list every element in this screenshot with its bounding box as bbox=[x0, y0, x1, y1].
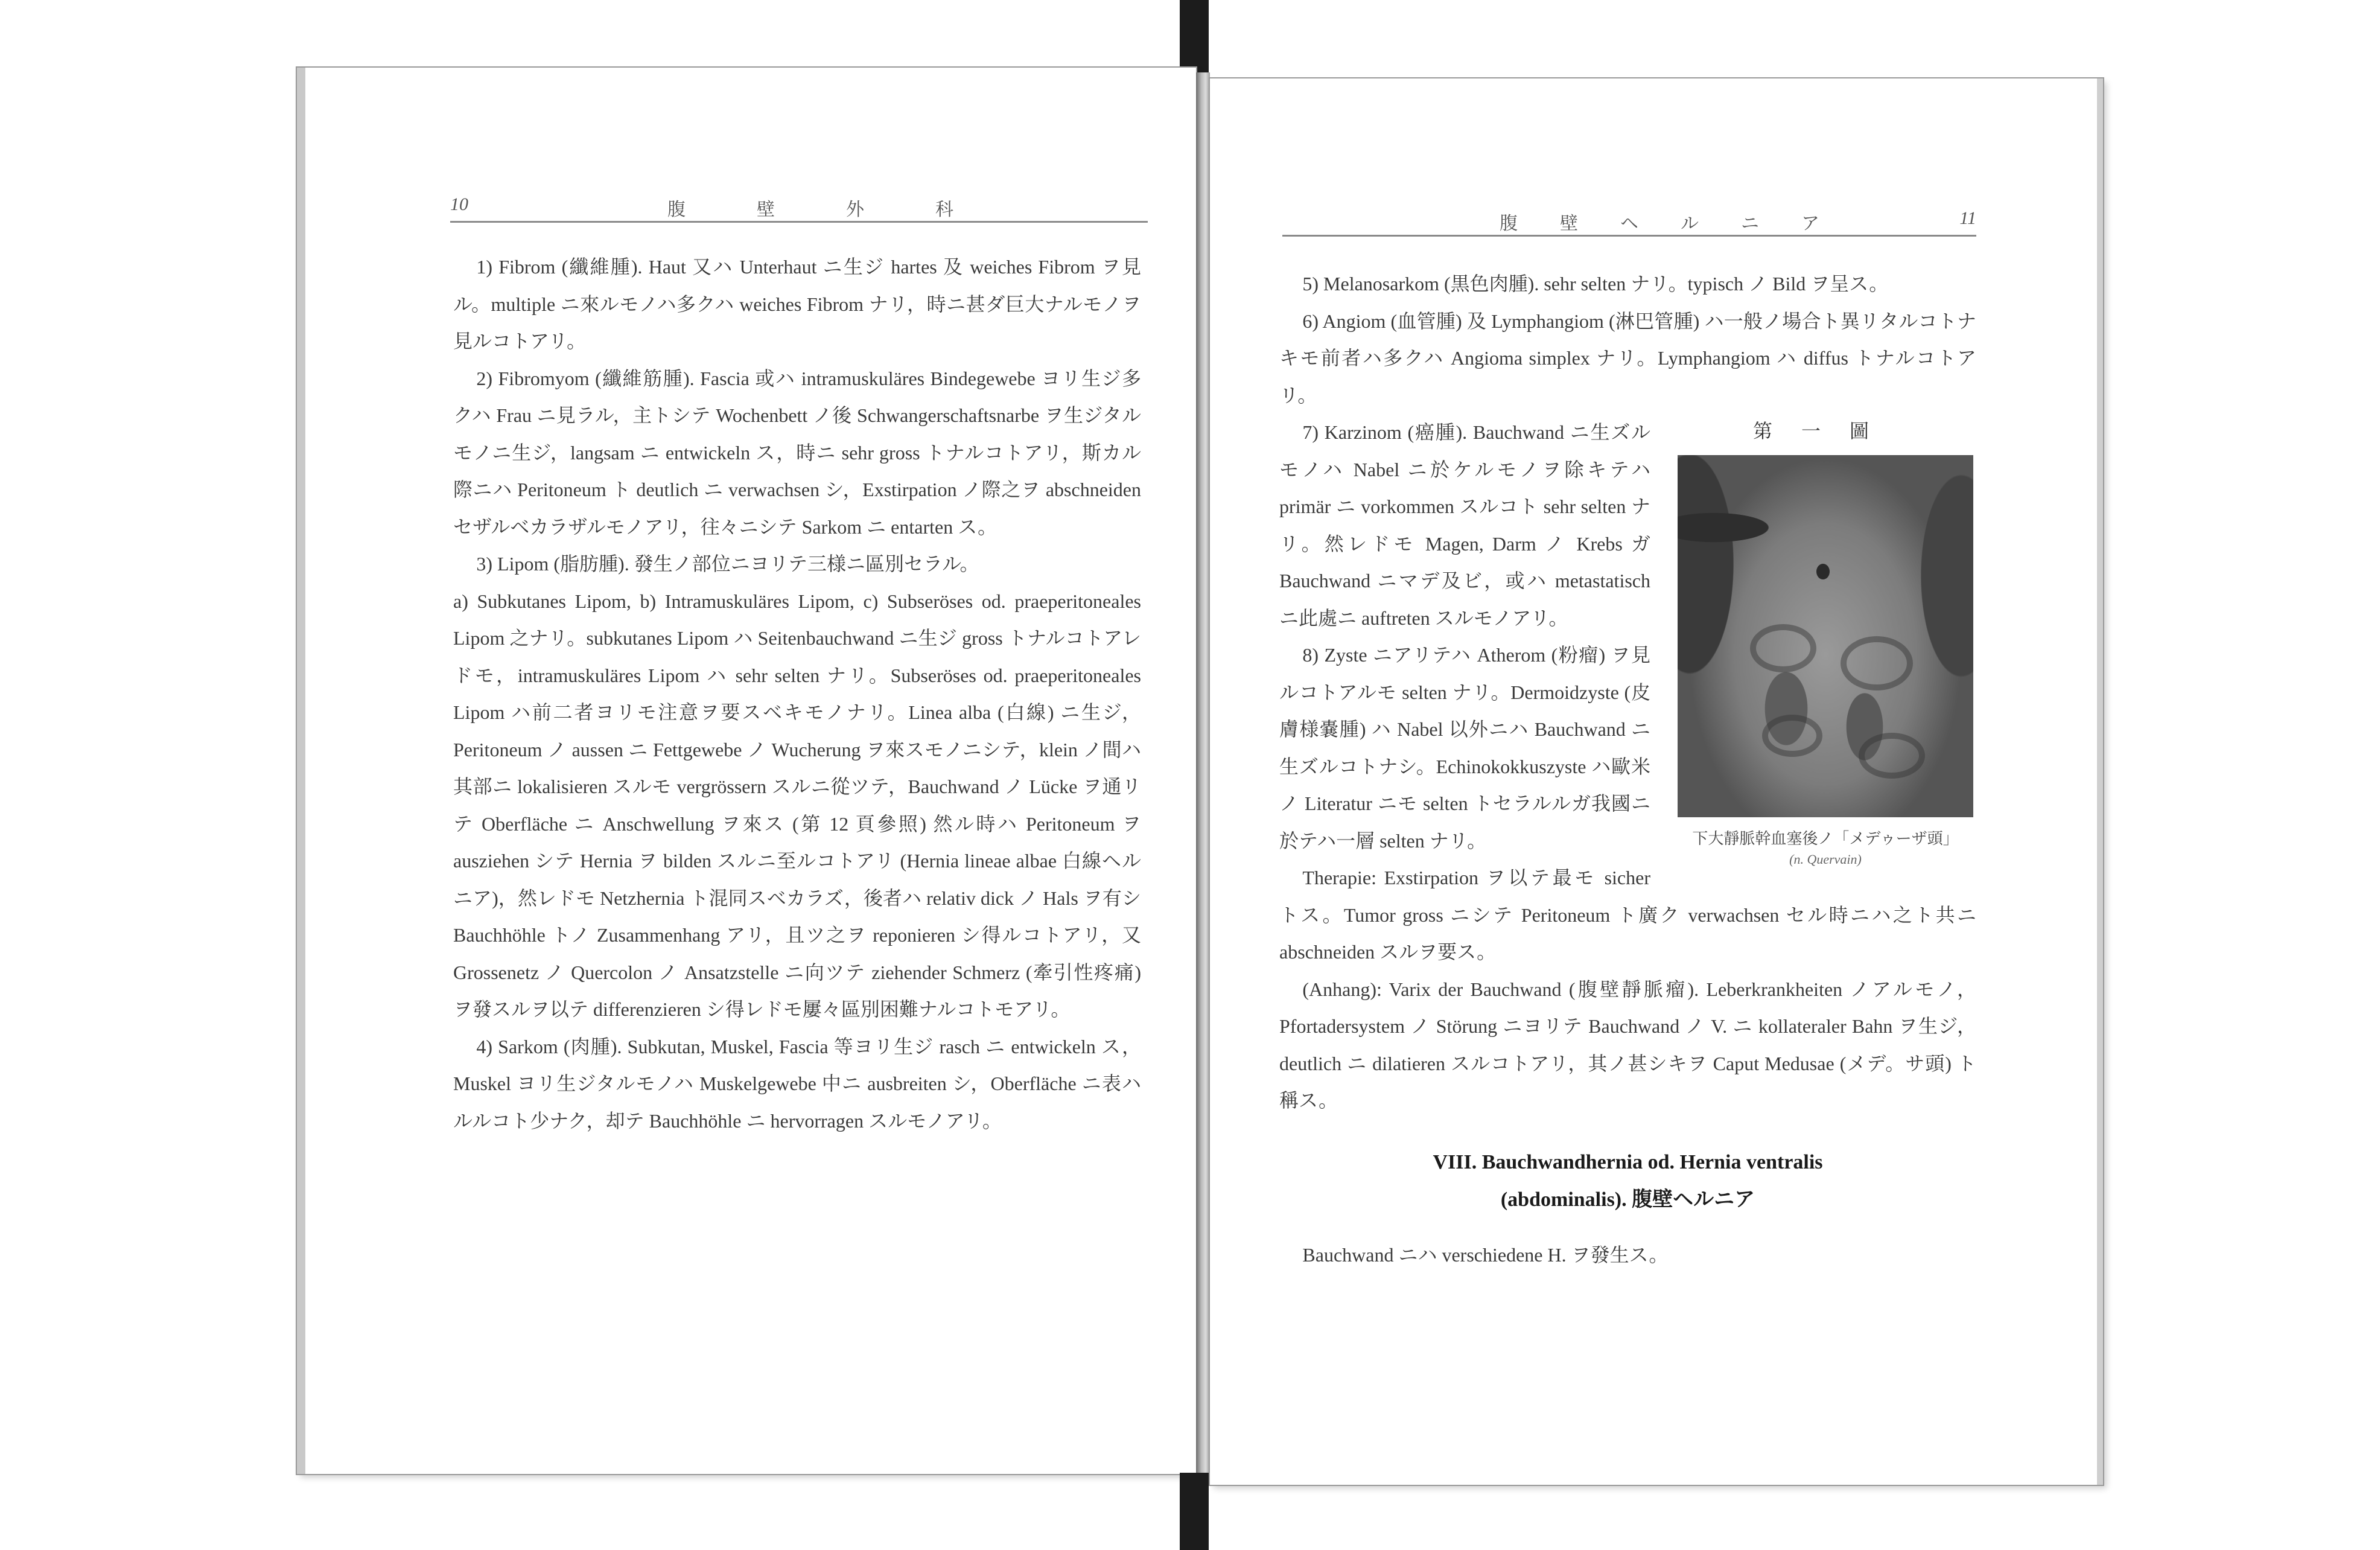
vein-mark bbox=[1841, 636, 1913, 690]
page-number: 11 bbox=[1959, 208, 1976, 228]
navel-mark bbox=[1816, 564, 1830, 579]
page-header bbox=[1282, 208, 1976, 237]
figure-caption: 下大靜脈幹血塞後ノ「メデゥーザ頭」 bbox=[1692, 830, 1959, 847]
paragraph-melanosarkom: 5) Melanosarkom (黒色肉腫). sehr selten ナリ。typisch ノ Bild ヲ呈ス。 bbox=[1302, 273, 1889, 295]
paragraph-closing: Bauchwand ニハ verschiedene H. ヲ發生ス。 bbox=[1302, 1243, 1669, 1266]
section-heading-line2: (abdominalis). 腹壁ヘルニア bbox=[1500, 1188, 1755, 1211]
running-head: 腹壁ヘルニア bbox=[1500, 214, 1862, 234]
paragraph-lipom: 3) Lipom (脂肪腫). 發生ノ部位ニヨリテ三様ニ區別セラル。 bbox=[476, 553, 979, 575]
right-page bbox=[1210, 78, 2103, 1485]
paragraph-zyste: 8) Zyste ニアリテハ Atherom (粉瘤) ヲ見ルコトアルモ selten ナリ。Dermoidzyste (皮膚様嚢腫) ハ Nabel 以外ニハ Bauchwand ニ生ズルコトナシ。Echinokokkuszyste ハ歐米ノ Literatur ニモ selten トセラルルガ我國ニ於テハ一層 selten ナリ。 bbox=[1279, 644, 1650, 852]
figure-1 bbox=[1675, 414, 1976, 869]
paragraph-fibromyom: 2) Fibromyom (纖維筋腫). Fascia 或ハ intramuskuläres Bindegewebe ヨリ生ジ多クハ Frau ニ見ラル，主トシテ Wochenbett ノ後 Schwangerschaftsnarbe ヲ生ジタルモノニ生ジ，langsam ニ entwickeln ス，時ニ sehr gross トナルコトアリ，斯カル際ニハ Peritoneum ト deutlich ニ verwachsen シ，Exstirpation ノ際之ヲ abschneiden セザルベカラザルモノアリ，往々ニシテ Sarkom ニ entarten ス。 bbox=[453, 367, 1141, 538]
figure-photo-caput-medusae bbox=[1678, 455, 1973, 817]
paragraph-sarkom: 4) Sarkom (肉腫). Subkutan, Muskel, Fascia 等ヨリ生ジ rasch ニ entwickeln ス，Muskel ヨリ生ジタルモノハ Muskelgewebe 中ニ ausbreiten シ，Oberfläche ニ表ハルルコト少ナク，却テ Bauchhöhle ニ hervorragen スルモノアリ。 bbox=[453, 1035, 1141, 1132]
page-header bbox=[450, 194, 1148, 223]
vein-mark bbox=[1750, 624, 1816, 672]
left-page bbox=[297, 68, 1196, 1474]
vein-mark bbox=[1859, 733, 1925, 779]
paragraph-lipom-types: a) Subkutanes Lipom, b) Intramuskuläres Lipom, c) Subseröses od. praeperitoneales Lipom 之ナリ。subkutanes Lipom ハ Seitenbauchwand ニ生ジ gross トナルコトアレドモ，intramuskuläres Lipom ハ sehr selten ナリ。Subseröses od. praeperitoneales Lipom ハ前二者ヨリモ注意ヲ要スベキモノナリ。Linea alba (白線) ニ生ジ，Peritoneum ノ aussen ニ Fettgewebe ノ Wucherung ヲ來スモノニシテ，klein ノ間ハ其部ニ lokalisieren スルモ vergrössern スルニ從ツテ，Bauchwand ノ Lücke ヲ通リテ Oberfläche ニ Anschwellung ヲ來ス (第 12 頁參照) 然ル時ハ Peritoneum ヲ ausziehen シテ Hernia ヲ bilden スルニ至ルコトアリ (Hernia lineae albae 白線ヘルニア)，然レドモ Netzhernia ト混同スベカラズ，後者ハ relativ dick ノ Hals ヲ有シ Bauchhöhle トノ Zusammenhang アリ，且ツ之ヲ reponieren シ得ルコトアリ，又 Grossenetz ノ Quercolon ノ Ansatzstelle ニ向ツテ ziehender Schmerz (牽引性疼痛) ヲ發スルヲ以テ differenzieren シ得レドモ屢々區別困難ナルコトモアリ。 bbox=[453, 590, 1141, 1020]
paragraph-karzinom: 7) Karzinom (癌腫). Bauchwand ニ生ズルモノハ Nabel ニ於ケルモノヲ除キテハ primär ニ vorkommen スルコト sehr selten ナリ。然レドモ Magen, Darm ノ Krebs ガ Bauchwand ニマデ及ビ，或ハ metastatisch ニ此處ニ auftreten スルモノアリ。 bbox=[1279, 421, 1650, 629]
bookmark-ribbon-bottom bbox=[1180, 1473, 1209, 1550]
book-gutter bbox=[1196, 72, 1210, 1479]
paragraph-anhang: (Anhang): Varix der Bauchwand (腹壁靜脈瘤). Leberkrankheiten ノアルモノ，Pfortadersystem ノ Störung ニヨリテ Bauchwand ノ V. ニ kollateraler Bahn ヲ生ジ，deutlich ニ dilatieren スルコトアリ，其ノ甚シキヲ Caput Medusae (メデ。サ頭) ト稱ス。 bbox=[1279, 978, 1976, 1111]
page-number: 10 bbox=[450, 194, 468, 214]
figure-source: (n. Quervain) bbox=[1789, 852, 1862, 867]
running-head: 腹壁外科 bbox=[667, 200, 1025, 220]
bookmark-ribbon-top bbox=[1180, 0, 1209, 74]
body-text bbox=[1279, 266, 1976, 1274]
body-text bbox=[453, 249, 1141, 1140]
section-heading-line1: VIII. Bauchwandhernia od. Hernia ventralis bbox=[1433, 1150, 1823, 1173]
figure-title: 第一圖 bbox=[1752, 420, 1898, 442]
paragraph-angiom: 6) Angiom (血管腫) 及 Lymphangiom (淋巴管腫) ハ一般ノ場合ト異リタルコトナキモ前者ハ多クハ Angioma simplex ナリ。Lymphangiom ハ diffus トナルコトアリ。 bbox=[1279, 310, 1976, 406]
vein-mark bbox=[1762, 715, 1822, 757]
paragraph-fibrom: 1) Fibrom (纖維腫). Haut 又ハ Unterhaut ニ生ジ hartes 及 weiches Fibrom ヲ見ル。multiple ニ來ルモノハ多クハ weiches Fibrom ナリ，時ニ甚ダ巨大ナルモノヲ見ルコトアリ。 bbox=[453, 256, 1141, 352]
section-heading bbox=[1279, 1144, 1976, 1219]
paragraph-therapie: Therapie: Exstirpation ヲ以テ最モ sicher トス。Tumor gross ニシテ Peritoneum ト廣ク verwachsen セル時ニハ之ト共ニ abschneiden スルヲ要ス。 bbox=[1279, 867, 1976, 963]
